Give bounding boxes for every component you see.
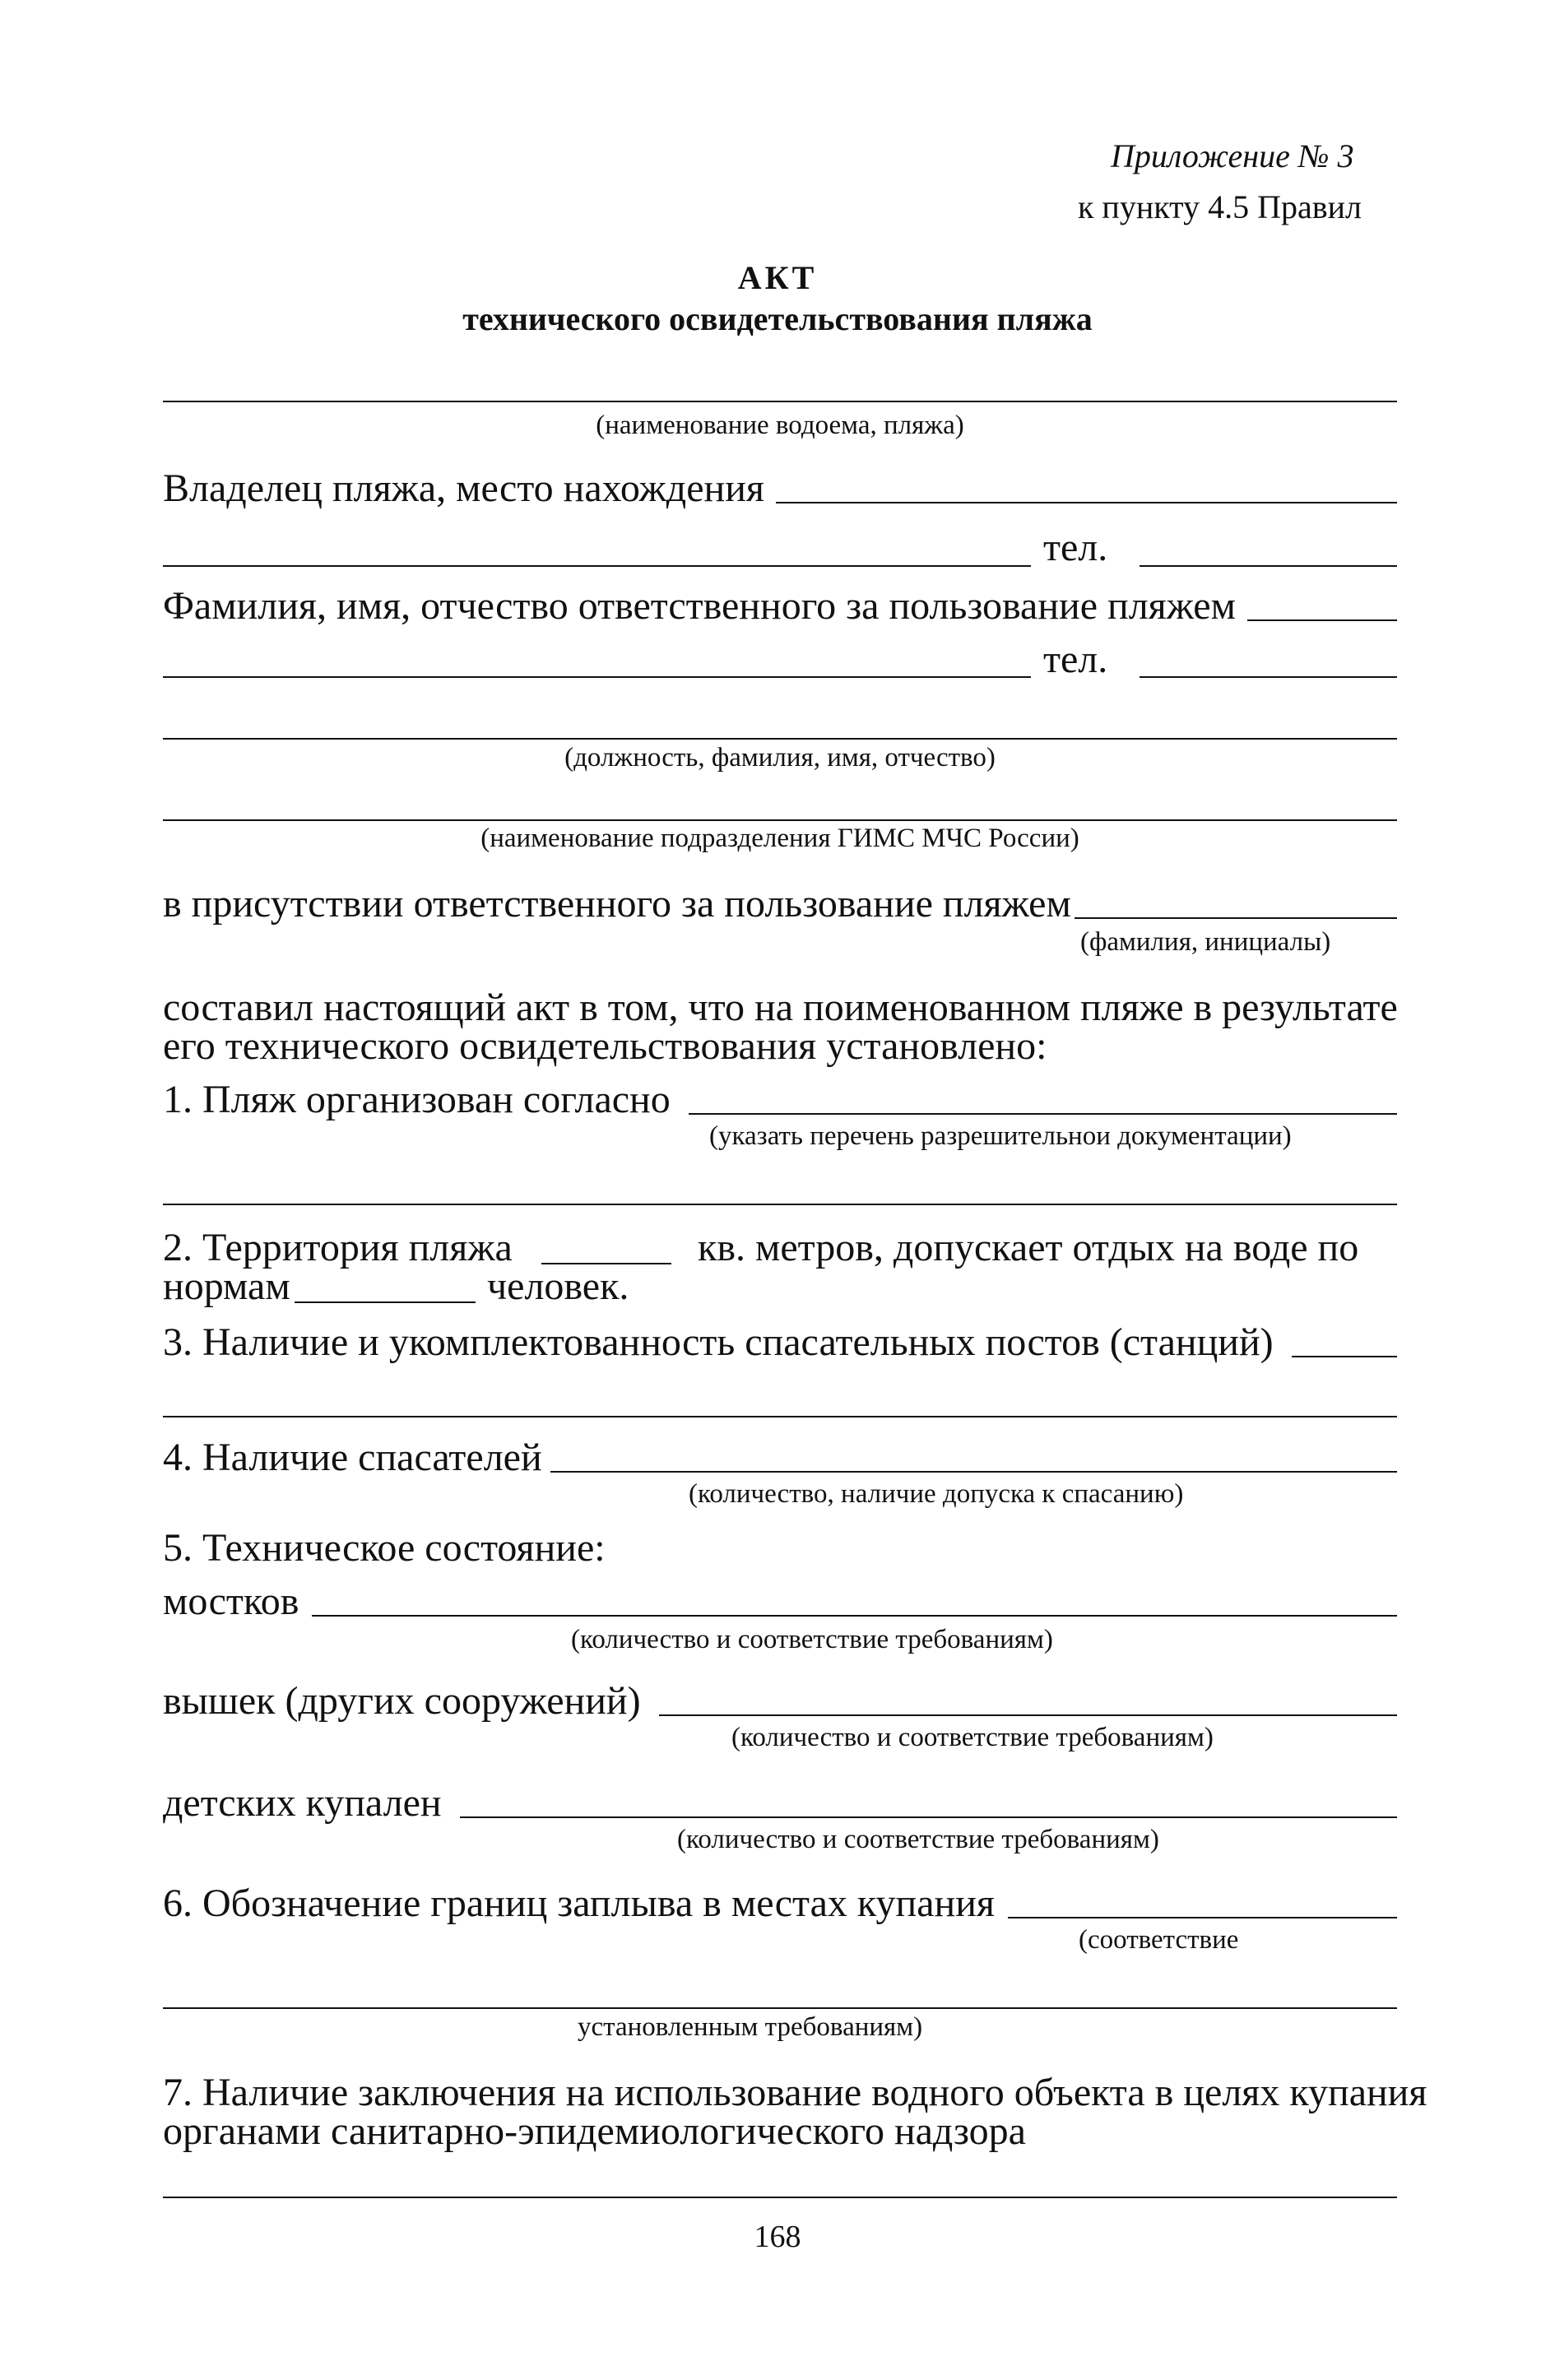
page-number: 168 [754,2220,801,2254]
gims-unit-caption: (наименование подразделения ГИМС МЧС России) [480,823,1079,853]
kids-pools-field[interactable] [460,1816,1397,1818]
item7-line-2: органами санитарно-эпидемиологического надзора [163,2109,1026,2153]
inspector-field[interactable] [163,738,1397,740]
towers-field[interactable] [659,1714,1397,1716]
item1-label: 1. Пляж организован согласно [163,1078,671,1121]
item2-people-label: человек. [487,1264,629,1308]
appendix-title: Приложение № 3 [1111,137,1354,174]
intro-line-1: составил настоящий акт в том, что на поименованном пляже в результате [163,986,1398,1029]
item1-extra-field[interactable] [163,1204,1397,1205]
item2-label: 2. Территория пляжа [163,1226,513,1269]
item2-text: кв. метров, допускает отдых на воде по [698,1226,1359,1269]
presence-label: в присутствии ответственного за пользование пляжем [163,882,1071,926]
owner-tel-field[interactable] [1140,565,1397,567]
water-body-field[interactable] [163,401,1397,402]
responsible-field[interactable] [1247,619,1397,621]
item5-label: 5. Техническое состояние: [163,1526,606,1570]
item4-field[interactable] [550,1471,1397,1473]
item6-field[interactable] [1008,1917,1397,1918]
owner-tel-label: тел. [1043,526,1108,569]
capacity-field[interactable] [295,1301,476,1303]
item7-field[interactable] [163,2197,1397,2198]
owner-field[interactable] [776,502,1397,503]
owner-label: Владелец пляжа, место нахождения [163,466,764,510]
item6-label: 6. Обозначение границ заплыва в местах купания [163,1881,995,1925]
item3-extra-field[interactable] [163,1416,1397,1417]
responsible-label: Фамилия, имя, отчество ответственного за пользование пляжем [163,584,1236,628]
item1-caption: (указать перечень разрешительнои документации) [709,1121,1292,1151]
item6-row [163,1881,1397,1925]
owner-row [163,466,1397,510]
responsible-tel-field[interactable] [1140,676,1397,678]
item3-label: 3. Наличие и укомплектованность спасательных постов (станций) [163,1320,1274,1364]
towers-caption: (количество и соответствие требованиям) [731,1723,1214,1752]
inspector-caption: (должность, фамилия, имя, отчество) [564,743,996,772]
item7-line-1: 7. Наличие заключения на использование водного объекта в целях купания [163,2071,1427,2114]
appendix-reference: к пункту 4.5 Правил [1078,188,1362,225]
item2-norms-label: нормам [163,1264,290,1308]
presence-field[interactable] [1075,917,1397,919]
responsible-tel-label: тел. [1043,638,1108,681]
responsible-row [163,584,1397,628]
responsible-address-field[interactable] [163,676,1031,678]
bridges-caption: (количество и соответствие требованиям) [571,1625,1053,1654]
document-title: АКТ [737,259,818,296]
kids-pools-row [163,1781,1397,1825]
item4-row [163,1438,1397,1478]
bridges-field[interactable] [312,1615,1397,1617]
item6-extra-field[interactable] [163,2007,1397,2009]
item6-caption-2: установленным требованиям) [578,2012,923,2042]
water-body-caption: (наименование водоема, пляжа) [596,411,964,440]
item3-row [163,1320,1397,1364]
presence-caption: (фамилия, инициалы) [1080,927,1331,957]
document-subtitle: технического освидетельствования пляжа [462,300,1093,337]
kids-pools-label: детских купален [163,1781,442,1825]
item4-label: 4. Наличие спасателей [163,1436,542,1479]
item1-field[interactable] [689,1113,1397,1115]
item1-row [163,1080,1397,1120]
gims-unit-field[interactable] [163,819,1397,821]
bridges-row [163,1582,1397,1621]
item4-caption: (количество, наличие допуска к спасанию) [689,1479,1184,1509]
item6-caption-1: (соответствие [1079,1925,1239,1955]
bridges-label: мостков [163,1580,299,1623]
towers-row [163,1679,1397,1723]
towers-label: вышек (других сооружений) [163,1679,641,1723]
owner-address-field[interactable] [163,565,1031,567]
presence-row [163,884,1397,924]
intro-line-2: его технического освидетельствования установлено: [163,1024,1047,1068]
kids-pools-caption: (количество и соответствие требованиям) [677,1825,1159,1854]
item3-field[interactable] [1292,1356,1397,1357]
